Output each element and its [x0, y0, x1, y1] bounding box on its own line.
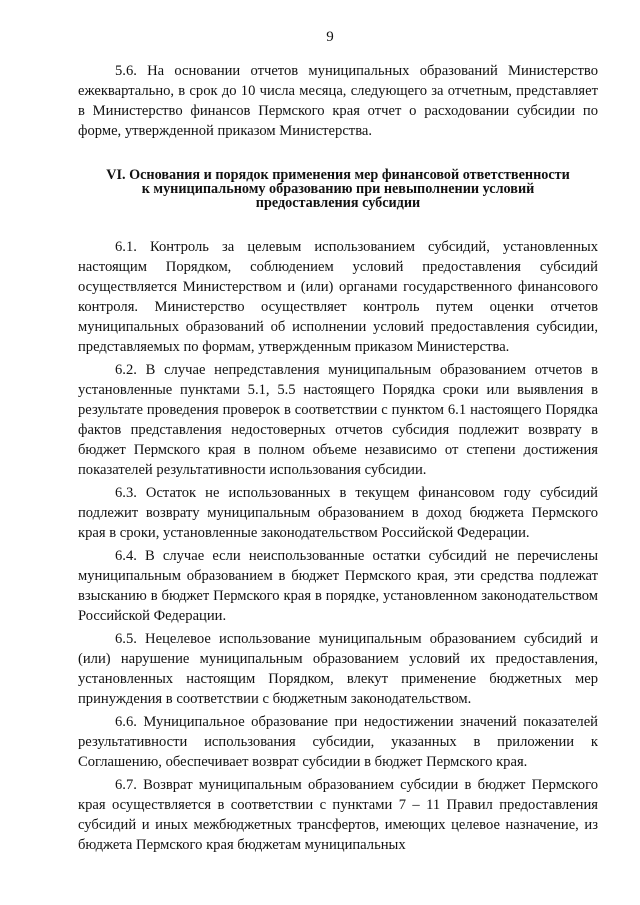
page-number: 9 [326, 29, 334, 45]
paragraph-5-6: 5.6. На основании отчетов муниципальных образований Министерство ежеквартально, в срок до 10 числа месяца, следующего за отчетным, представляет в Министерство финансов Пермского края отчет о расходовании субсидии по форме, утвержденной приказом Министерства. [78, 63, 598, 139]
paragraph-6-6: 6.6. Муниципальное образование при недостижении значений показателей результативности использования субсидии, указанных в приложении к Соглашению, обеспечивает возврат субсидии в бюджет Пермского края. [78, 714, 598, 770]
paragraph-6-2: 6.2. В случае непредставления муниципальным образованием отчетов в установленные пунктами 5.1, 5.5 настоящего Порядка сроки или выявления в результате проведения проверок в соответствии с пунктом 6.1 настоящего Порядка фактов представления недостоверных отчетов субсидия подлежит возврату в бюджет Пермского края в полном объеме независимо от степени достижения показателей результативности использования субсидии. [78, 362, 598, 478]
paragraph-6-4: 6.4. В случае если неиспользованные остатки субсидий не перечислены муниципальным образованием в бюджет Пермского края, эти средства подлежат взысканию в бюджет Пермского края в порядке, установленном законодательством Российской Федерации. [78, 548, 598, 624]
paragraph-6-5: 6.5. Нецелевое использование муниципальным образованием субсидий и (или) нарушение муниципальным образованием условий их предоставления, установленных настоящим Порядком, влекут применение бюджетных мер принуждения в соответствии с бюджетным законодательством. [78, 631, 598, 707]
paragraph-6-3: 6.3. Остаток не использованных в текущем финансовом году субсидий подлежит возврату муниципальным образованием в доход бюджета Пермского края в сроки, установленные законодательством Российской Федерации. [78, 485, 598, 541]
paragraph-6-7: 6.7. Возврат муниципальным образованием субсидии в бюджет Пермского края осуществляется в соответствии с пунктами 7 – 11 Правил предоставления субсидий и иных межбюджетных трансфертов, имеющих целевое назначение, из бюджета Пермского края бюджетам муниципальных [78, 777, 598, 853]
section-heading-line: предоставления субсидии [255, 195, 421, 211]
paragraph-6-1: 6.1. Контроль за целевым использованием субсидий, установленных настоящим Порядком, соблюдением условий предоставления субсидий осуществляется Министерством и (или) органами государственного финансового контроля. Министерство осуществляет контроль путем оценки отчетов муниципальных образований об исполнении условий предоставления субсидии, представляемых по формам, утвержденным приказом Министерства. [78, 239, 598, 355]
section-heading-line: к муниципальному образованию при невыполнении условий [141, 181, 535, 197]
section-heading [78, 168, 598, 210]
section-heading-line: VI. Основания и порядок применения мер финансовой ответственности [106, 167, 570, 183]
